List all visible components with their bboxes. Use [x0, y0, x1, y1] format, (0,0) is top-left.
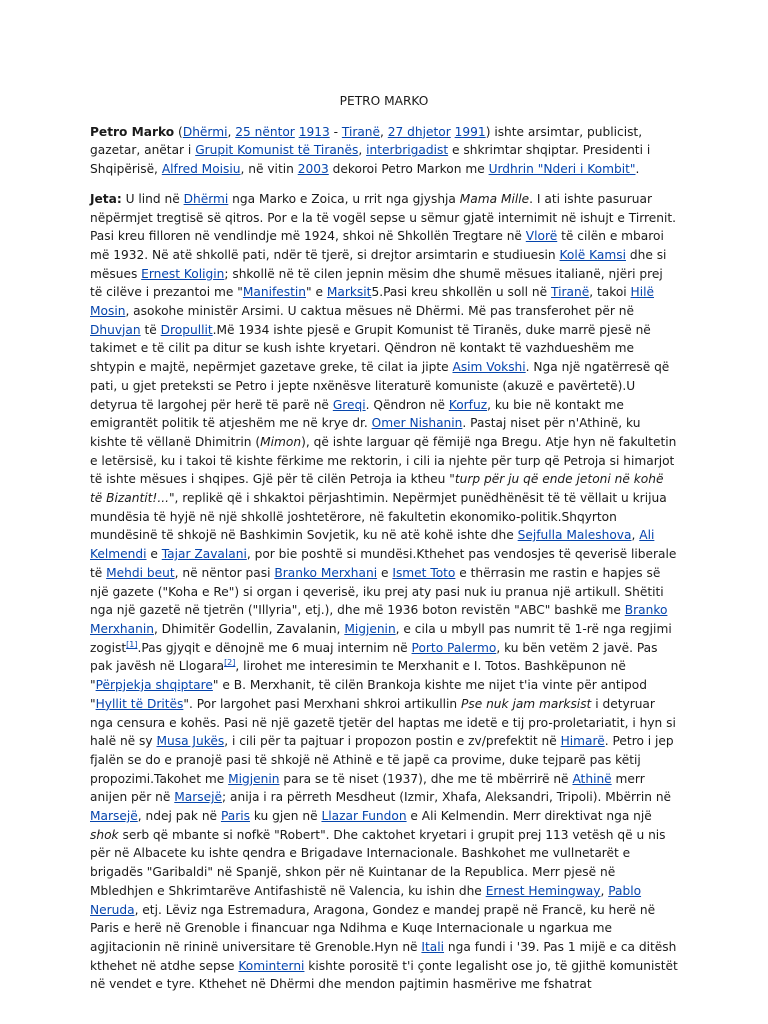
link-ali-kelmendi[interactable]: Ali Kelmendi [90, 528, 655, 562]
footnote-ref [224, 658, 235, 667]
text-run: ku gjen në [249, 809, 322, 824]
link-ernest-hemingway[interactable]: Ernest Hemingway [485, 883, 601, 898]
text-run: para se të niset (1937), dhe me të mbërrirë në [279, 771, 573, 786]
text-run: . Nga një ngatërresë që pati, u gjet preteksti se Petro i jepte nxënësve literaturë komuniste (akuzë e pavërtetë).U detyrua të largohej për herë të parë në [90, 360, 670, 412]
document-page [90, 92, 678, 1005]
text-run: . [635, 162, 640, 177]
link-omer-nishanin[interactable]: Omer Nishanin [371, 416, 463, 431]
text-run: e Ali Kelmendin. Merr direktivat nga një [406, 809, 652, 824]
link-25-nentor[interactable]: 25 nëntor [235, 124, 295, 139]
link-paris[interactable]: Paris [220, 809, 250, 824]
text-run: .Pas gjyqit e dënojnë me 6 muaj internim në [137, 640, 412, 655]
link-alfred-moisiu[interactable]: Alfred Moisiu [161, 162, 241, 177]
link-migjenin-2[interactable]: Migjenin [228, 771, 280, 786]
text-run: , etj. Lëviz nga Estremadura, Aragona, Gondez e mandej prapë në Francë, ku herë në Paris e herë në Grenoble i financuar nga Ndihma e Kuqe Internacionale u ngarkua me agjitacionin në rininë universitare të Grenoble.Hyn në [90, 902, 656, 954]
text-run: , ku bie në kontakt me emigrantët politik të atjeshëm me në krye dr. [90, 397, 624, 431]
link-dhermi-2[interactable]: Dhërmi [183, 191, 229, 206]
italic-text: Pse nuk jam marksist [461, 696, 592, 711]
link-dhuvjan[interactable]: Dhuvjan [90, 322, 141, 337]
link-porto-palermo[interactable]: Porto Palermo [411, 640, 497, 655]
text-run: , ndej pak në [137, 809, 221, 824]
text-run: merr anijen për në [90, 771, 645, 805]
link-marksit[interactable]: Marksit [326, 285, 372, 300]
text-run: , [227, 124, 236, 139]
text-run: , [358, 143, 367, 158]
text-run: - [329, 124, 342, 139]
link-manifestin[interactable]: Manifestin [242, 285, 307, 300]
link-tirane-2[interactable]: Tiranë [551, 285, 590, 300]
text-run: 5.Pasi kreu shkollën u soll në [371, 285, 552, 300]
text-run: nga fundi i '39. Pas 1 mijë e ca ditësh kthehet në atdhe sepse [90, 939, 677, 973]
text-run: , i cili për ta pajtuar i propozon postin e zv/prefektit në [224, 734, 561, 749]
text-run: nga Marko e Zoica, u rrit nga gjyshja [228, 191, 460, 206]
text-run: e shkrimtar shqiptar. Presidenti i Shqipërisë, [90, 143, 651, 177]
link-branko-merxhanin[interactable]: Branko Merxhanin [90, 603, 668, 636]
text-run: , në vitin [240, 162, 298, 177]
link-ismet-toto[interactable]: Ismet Toto [392, 565, 456, 580]
link-himare[interactable]: Himarë [560, 734, 605, 749]
text-run: kishte porositë t'i çonte legalisht ose jo, të gjithë komunistët në vendet e tyre. Kthehet në Dhërmi dhe mendon pajtimin hasmërive me fshatrat [90, 958, 678, 992]
link-hile-mosin[interactable]: Hilë Mosin [90, 285, 654, 319]
bold-text: Petro Marko [90, 124, 175, 139]
text-run: ", replikë që i shkaktoi përjashtimin. Nepërmjet punëdhënësit të të vëllait u krijua mundësia të hyjë në një shkollë joshtetërore, në fakultetin ekonomiko-politik.Shqyrton mundësinë të shkojë në Bashkimin Sovjetik, ku në atë kohë ishte dhe [90, 491, 667, 543]
italic-text: shok [90, 827, 119, 842]
link-pablo-neruda[interactable]: Pablo Neruda [90, 883, 642, 917]
text-run: ) ishte arsimtar, publicist, gazetar, anëtar i [90, 124, 643, 158]
link-vlore[interactable]: Vlorë [525, 229, 558, 244]
text-run: ), që ishte larguar që fëmijë nga Bregu. Atje hyn në fakultetin e letërsisë, ku i takoi të kishte fërkime me rektorin, i cili ia njehte për turp që Petroja si himarjot të ishte mësues i shqipes. Gjë për të cilën Petroja ia ktheu " [90, 434, 677, 487]
italic-text: turp për ju që ende jetoni në kohë të Bizantit!... [90, 472, 664, 506]
link-mehdi-beut[interactable]: Mehdi beut [106, 565, 175, 580]
text-run: .Më 1934 ishte pjesë e Grupit Komunist të Tiranës, duke marrë pjesë në takimet e të cilit pa ditur se kush ishte kryetari. Qëndron në kontakt të vazhdueshëm me shtypin e majtë, nepërmjet gazetave greke, të cilat ia jipte [90, 322, 651, 375]
text-run: , takoi [589, 285, 631, 300]
link-dhermi[interactable]: Dhërmi [182, 124, 228, 139]
text-run: " e B. Merxhanit, të cilën Brankoja kishte me nijet t'ia vinte për antipod " [90, 678, 647, 711]
text-run: " e [306, 285, 327, 300]
text-run: , [631, 528, 640, 543]
text-run: , asokohe ministër Arsimi. U caktua mësues në Dhërmi. Më pas transferohet për në [125, 304, 634, 319]
text-run: , e cila u mbyll pas numrit të 1-rë nga regjimi zogist [90, 621, 672, 655]
text-run: , por bie poshtë si mundësi.Kthehet pas vendosjes të qeverisë liberale të [90, 547, 677, 580]
link-urdhrin-nderi[interactable]: Urdhrin "Nderi i Kombit" [488, 162, 636, 177]
text-run: , lirohet me interesimin te Merxhanit e I. Totos. Bashkëpunon në " [90, 659, 626, 693]
footnote-ref [126, 640, 137, 649]
link-greqi[interactable]: Greqi [332, 397, 366, 412]
text-run: dhe si mësues [90, 247, 667, 281]
link-tajar-zavalani[interactable]: Tajar Zavalani [161, 547, 247, 562]
link-ernest-koligin[interactable]: Ernest Koligin [141, 266, 225, 281]
text-run: , [600, 883, 609, 898]
text-run: . I ati ishte pasuruar nëpërmjet tregtisë së qitros. Por e la të vogël sepse u sëmur gjatë internimit në ishujt e Tirrenit. Pasi kreu filloren në vendlindje më 1924, shkoi në Shkollën Tregtare në [90, 191, 677, 244]
link-interbrigadist[interactable]: interbrigadist [366, 143, 449, 158]
link-2003[interactable]: 2003 [297, 162, 329, 177]
link-asim-vokshi[interactable]: Asim Vokshi [452, 360, 526, 375]
text-run: ; shkollë në të cilen jepnin mësim dhe shumë mësues italianë, njëri prej të cilëve i prezantoi me " [90, 266, 663, 300]
text-run: dekoroi Petro Markon me [328, 162, 489, 177]
text-run: të [140, 322, 161, 337]
italic-text: Mimon [260, 434, 302, 449]
intro-paragraph [90, 123, 678, 179]
text-run: . Petro i jep fjalën se do e pranojë pasi të shkojë në Athinë e të japë ca provime, duke tejparë pas këtij propozimi.Takohet me [90, 734, 674, 786]
bold-text: Jeta: [90, 191, 122, 206]
link-1991[interactable]: 1991 [454, 124, 486, 139]
link-kominterni[interactable]: Kominterni [238, 958, 305, 973]
link-branko-merxhani[interactable]: Branko Merxhani [274, 565, 378, 580]
biography-paragraph [90, 190, 678, 994]
link-tirane[interactable]: Tiranë [341, 124, 381, 139]
text-run: , [380, 124, 388, 139]
link-1913[interactable]: 1913 [298, 124, 330, 139]
footnote-2[interactable]: [2] [224, 658, 236, 668]
text-run: . Pastaj niset për n'Athinë, ku kishte të vëllanë Dhimitrin ( [90, 416, 641, 449]
text-run: , në nëntor pasi [174, 565, 275, 580]
link-hyllit-te-drites[interactable]: Hyllit të Dritës [95, 696, 184, 711]
page-title: PETRO MARKO [339, 94, 429, 108]
link-perpjekja-shqiptare[interactable]: Përpjekja shqiptare [95, 678, 213, 693]
text-run: e [377, 565, 393, 580]
italic-text: Mama Mille [459, 191, 530, 206]
text-run: serb që mbante si nofkë "Robert". Dhe caktohet kryetari i grupit prej 113 vetësh që u nis për në Albacete ku ishte qendra e Brigadave Internacionale. Bashkohet me vullnetarët e brigadës "Garibaldi" në Spanjë, shkon për në Kuintanar de la Republica. Merr pjesë në Mbledhjen e Shkrimtarëve Antifashistë në Valencia, ku ishin dhe [90, 827, 666, 898]
text-run: ". Por largohet pasi Merxhani shkroi artikullin [183, 696, 461, 711]
link-marseje-2[interactable]: Marsejë [90, 809, 138, 824]
link-musa-jukes[interactable]: Musa Jukës [156, 734, 225, 749]
link-grupit-komunist[interactable]: Grupit Komunist të Tiranës [195, 143, 359, 158]
link-llazar-fundon[interactable]: Llazar Fundon [321, 809, 407, 824]
text-run: e thërrasin me rastin e hapjes së një gazete ("Koha e Re") si organ i qeverisë, iku prej aty pasi nuk iu pranua një artikull. Shëtiti nga një gazetë në tjetrën ("Illyria", etj.), dhe më 1936 boton revistën "ABC" bashkë me [90, 565, 664, 618]
link-marseje[interactable]: Marsejë [174, 790, 223, 805]
link-itali[interactable]: Itali [421, 939, 445, 954]
link-kole-kamsi[interactable]: Kolë Kamsi [559, 247, 626, 262]
text-run: ; anija i ra përreth Mesdheut (Izmir, Xhafa, Aleksandri, Tripoli). Mbërrin në [222, 790, 672, 805]
text-run: , Dhimitër Godellin, Zavalanin, [153, 621, 345, 636]
link-27-dhjetor[interactable]: 27 dhjetor [387, 124, 451, 139]
link-sejfulla-maleshova[interactable]: Sejfulla Maleshova [517, 528, 632, 543]
footnote-1[interactable]: [1] [126, 639, 138, 649]
text-run: , ku bën vetëm 2 javë. Pas pak javësh në Llogara [90, 640, 658, 674]
text-run: ( [174, 124, 183, 139]
link-korfuz[interactable]: Korfuz [448, 397, 488, 412]
text-run: të cilën e mbaroi më 1932. Në atë shkollë pati, ndër të tjerë, si drejtor arsimtarin e studiuesin [90, 229, 664, 262]
text-run: . Qëndron në [365, 397, 449, 412]
text-run: i detyruar nga censura e kohës. Pasi në një gazetë tjetër del haptas me idetë e tij pro-proletariatit, i hyn si halë në sy [90, 696, 676, 749]
link-dropullit[interactable]: Dropullit [160, 322, 213, 337]
link-athine[interactable]: Athinë [572, 771, 612, 786]
text-run: U lind në [121, 191, 184, 206]
link-migjenin[interactable]: Migjenin [344, 621, 396, 636]
text-run: e [146, 547, 162, 562]
